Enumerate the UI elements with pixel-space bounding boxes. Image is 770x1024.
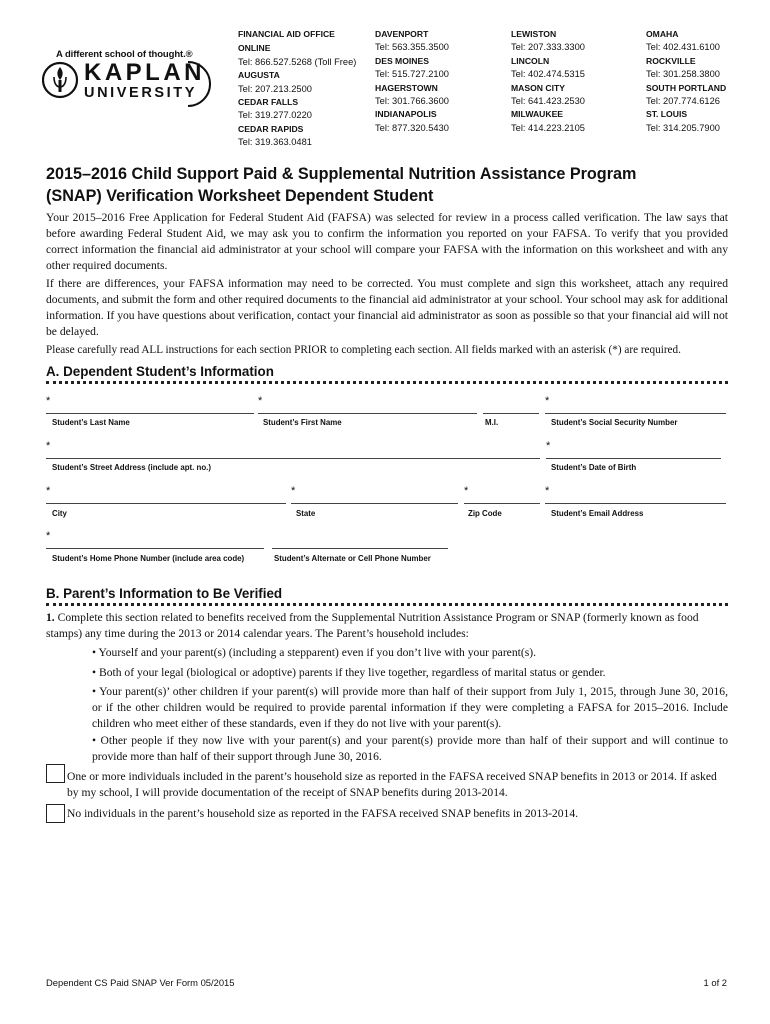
office-city: MASON CITY bbox=[511, 82, 565, 93]
office-city: ST. LOUIS bbox=[646, 109, 688, 120]
office-phone: Tel: 402.474.5315 bbox=[511, 69, 585, 80]
office-phone: Tel: 563.355.3500 bbox=[375, 42, 449, 53]
ssn-field[interactable] bbox=[545, 395, 726, 414]
date-of-birth-label: Student’s Date of Birth bbox=[551, 463, 637, 472]
household-bullet-3 bbox=[92, 684, 728, 732]
page-number: 1 of 2 bbox=[703, 977, 727, 988]
street-address-label: Student’s Street Address (include apt. no.) bbox=[52, 463, 211, 472]
home-phone-field[interactable] bbox=[46, 530, 264, 549]
office-city: INDIANAPOLIS bbox=[375, 109, 437, 120]
required-asterisk: * bbox=[291, 485, 296, 497]
intro-paragraph-3: Please carefully read ALL instructions for each section PRIOR to completing each section. All fields marked with an asterisk (*) are required. bbox=[46, 344, 681, 356]
household-bullet-4 bbox=[92, 733, 728, 765]
required-asterisk: * bbox=[46, 440, 51, 452]
no-snap-checkbox[interactable] bbox=[46, 804, 65, 823]
office-phone: Tel: 207.774.6126 bbox=[646, 96, 720, 107]
logo-university: UNIVERSITY bbox=[84, 85, 198, 101]
office-phone: Tel: 515.727.2100 bbox=[375, 69, 449, 80]
city-label: City bbox=[52, 509, 67, 518]
torch-emblem-icon bbox=[42, 58, 82, 110]
first-name-label: Student’s First Name bbox=[263, 418, 342, 427]
alternate-phone-field[interactable] bbox=[272, 534, 448, 549]
required-asterisk: * bbox=[464, 485, 469, 497]
office-column-2 bbox=[375, 28, 449, 135]
email-label: Student’s Email Address bbox=[551, 509, 644, 518]
zip-code-field[interactable] bbox=[464, 485, 540, 504]
home-phone-label: Student’s Home Phone Number (include area code) bbox=[52, 554, 245, 563]
title-line-2: (SNAP) Verification Worksheet Dependent Student bbox=[46, 187, 434, 205]
bullet-icon: • bbox=[92, 734, 97, 747]
tagline: A different school of thought.® bbox=[56, 49, 193, 60]
office-column-1 bbox=[238, 28, 356, 150]
snap-received-text: One or more individuals included in the parent’s household size as reported in the FAFSA received SNAP benefits in 2013 or 2014. If asked by my school, I will provide documentation of the receipt of SNAP benefits during 2013-2014. bbox=[67, 770, 717, 799]
intro-paragraph-1: Your 2015–2016 Free Application for Federal Student Aid (FAFSA) was selected for review in a process called verification. The law says that before awarding Federal Student Aid, we may ask you to confirm the information you reported on your FAFSA. To verify that you provided correct information the financial aid administrator at your school will compare your FAFSA with the information on this worksheet and with any other required documents. bbox=[46, 211, 728, 272]
title-line-1: 2015–2016 Child Support Paid & Supplemental Nutrition Assistance Program bbox=[46, 165, 637, 183]
office-city: ONLINE bbox=[238, 43, 271, 54]
required-asterisk: * bbox=[46, 485, 51, 497]
section-b-item-1 bbox=[46, 610, 728, 642]
state-label: State bbox=[296, 509, 316, 518]
office-phone: Tel: 207.213.2500 bbox=[238, 83, 312, 94]
office-city: LINCOLN bbox=[511, 55, 550, 66]
item-number: 1. bbox=[46, 611, 55, 624]
form-identifier: Dependent CS Paid SNAP Ver Form 05/2015 bbox=[46, 977, 235, 988]
office-phone: Tel: 414.223.2105 bbox=[511, 122, 585, 133]
office-city: DES MOINES bbox=[375, 55, 429, 66]
office-city: ROCKVILLE bbox=[646, 55, 696, 66]
alternate-phone-label: Student’s Alternate or Cell Phone Number bbox=[274, 554, 431, 563]
office-city: SOUTH PORTLAND bbox=[646, 82, 727, 93]
state-field[interactable] bbox=[291, 485, 458, 504]
required-asterisk: * bbox=[46, 395, 51, 407]
bullet-icon: • bbox=[92, 666, 97, 679]
office-column-3 bbox=[511, 28, 585, 135]
office-phone: Tel: 301.258.3800 bbox=[646, 69, 720, 80]
household-bullet-1 bbox=[92, 645, 728, 661]
section-a-heading: A. Dependent Student’s Information bbox=[46, 364, 728, 384]
item-text: Complete this section related to benefits received from the Supplemental Nutrition Assistance Program or SNAP (formerly known as food stamps) any time during the 2013 or 2014 calendar years. The Parent’s household includes: bbox=[46, 611, 699, 640]
bullet-text: Other people if they now live with your parent(s) and your parent(s) provide more than half of their support and will continue to provide more than half of their support through June 30, 2016. bbox=[92, 734, 729, 763]
office-heading: FINANCIAL AID OFFICE bbox=[238, 29, 335, 39]
office-city: LEWISTON bbox=[511, 29, 557, 39]
office-city: CEDAR RAPIDS bbox=[238, 123, 304, 134]
required-asterisk: * bbox=[258, 395, 263, 407]
required-asterisk: * bbox=[545, 395, 550, 407]
last-name-label: Student’s Last Name bbox=[52, 418, 130, 427]
office-phone: Tel: 207.333.3300 bbox=[511, 42, 585, 53]
office-city: MILWAUKEE bbox=[511, 109, 564, 120]
bullet-text: Both of your legal (biological or adoptive) parents if they live together, regardless of marital status or gender. bbox=[98, 666, 606, 679]
required-asterisk: * bbox=[46, 530, 51, 542]
required-asterisk: * bbox=[545, 485, 550, 497]
office-phone: Tel: 866.527.5268 (Toll Free) bbox=[238, 56, 357, 67]
office-phone: Tel: 877.320.5430 bbox=[375, 122, 449, 133]
office-phone: Tel: 641.423.2530 bbox=[511, 96, 585, 107]
logo-arc bbox=[182, 58, 212, 110]
email-field[interactable] bbox=[545, 485, 726, 504]
bullet-text: Your parent(s)’ other children if your parent(s) will provide more than half of their support from July 1, 2015, through June 30, 2016, or if the other children would be required to provide parental information if they were completing a FAFSA for 2015–2016. Include children who meet either of these standards, even if they do not live with your parent(s). bbox=[92, 685, 728, 730]
section-b-heading: B. Parent’s Information to Be Verified bbox=[46, 586, 728, 606]
required-asterisk: * bbox=[546, 440, 551, 452]
snap-received-checkbox[interactable] bbox=[46, 764, 65, 783]
office-phone: Tel: 402.431.6100 bbox=[646, 42, 720, 53]
middle-initial-field[interactable] bbox=[483, 399, 539, 414]
household-bullet-2 bbox=[92, 665, 728, 681]
middle-initial-label: M.I. bbox=[485, 418, 499, 427]
bullet-icon: • bbox=[92, 646, 97, 659]
page-title bbox=[46, 163, 736, 207]
no-snap-text: No individuals in the parent’s household size as reported in the FAFSA received SNAP benefits in 2013-2014. bbox=[67, 807, 579, 820]
first-name-field[interactable] bbox=[258, 395, 477, 414]
office-phone: Tel: 319.363.0481 bbox=[238, 137, 312, 148]
office-phone: Tel: 319.277.0220 bbox=[238, 110, 312, 121]
intro-paragraph-2: If there are differences, your FAFSA information may need to be corrected. You must complete and sign this worksheet, attach any required documents, and submit the form and other required documents to the financial aid administrator at your school. Your school may ask for additional information. If you have questions about verification, contact your financial aid administrator as soon as possible so that your financial aid will not be delayed. bbox=[46, 277, 728, 338]
logo-wordmark: KAPLAN bbox=[84, 59, 205, 86]
office-phone: Tel: 301.766.3600 bbox=[375, 96, 449, 107]
zip-code-label: Zip Code bbox=[468, 509, 502, 518]
office-city: AUGUSTA bbox=[238, 70, 280, 81]
kaplan-logo bbox=[42, 58, 212, 110]
office-city: DAVENPORT bbox=[375, 29, 429, 39]
date-of-birth-field[interactable] bbox=[546, 440, 721, 459]
bullet-text: Yourself and your parent(s) (including a stepparent) even if you don’t live with your parent(s). bbox=[98, 646, 536, 659]
office-city: OMAHA bbox=[646, 29, 679, 39]
street-address-field[interactable] bbox=[46, 440, 540, 459]
city-field[interactable] bbox=[46, 485, 286, 504]
office-phone: Tel: 314.205.7900 bbox=[646, 122, 720, 133]
last-name-field[interactable] bbox=[46, 395, 254, 414]
bullet-icon: • bbox=[92, 685, 97, 698]
office-column-4 bbox=[646, 28, 726, 135]
office-city: HAGERSTOWN bbox=[375, 82, 438, 93]
ssn-label: Student’s Social Security Number bbox=[551, 418, 678, 427]
office-city: CEDAR FALLS bbox=[238, 97, 299, 108]
